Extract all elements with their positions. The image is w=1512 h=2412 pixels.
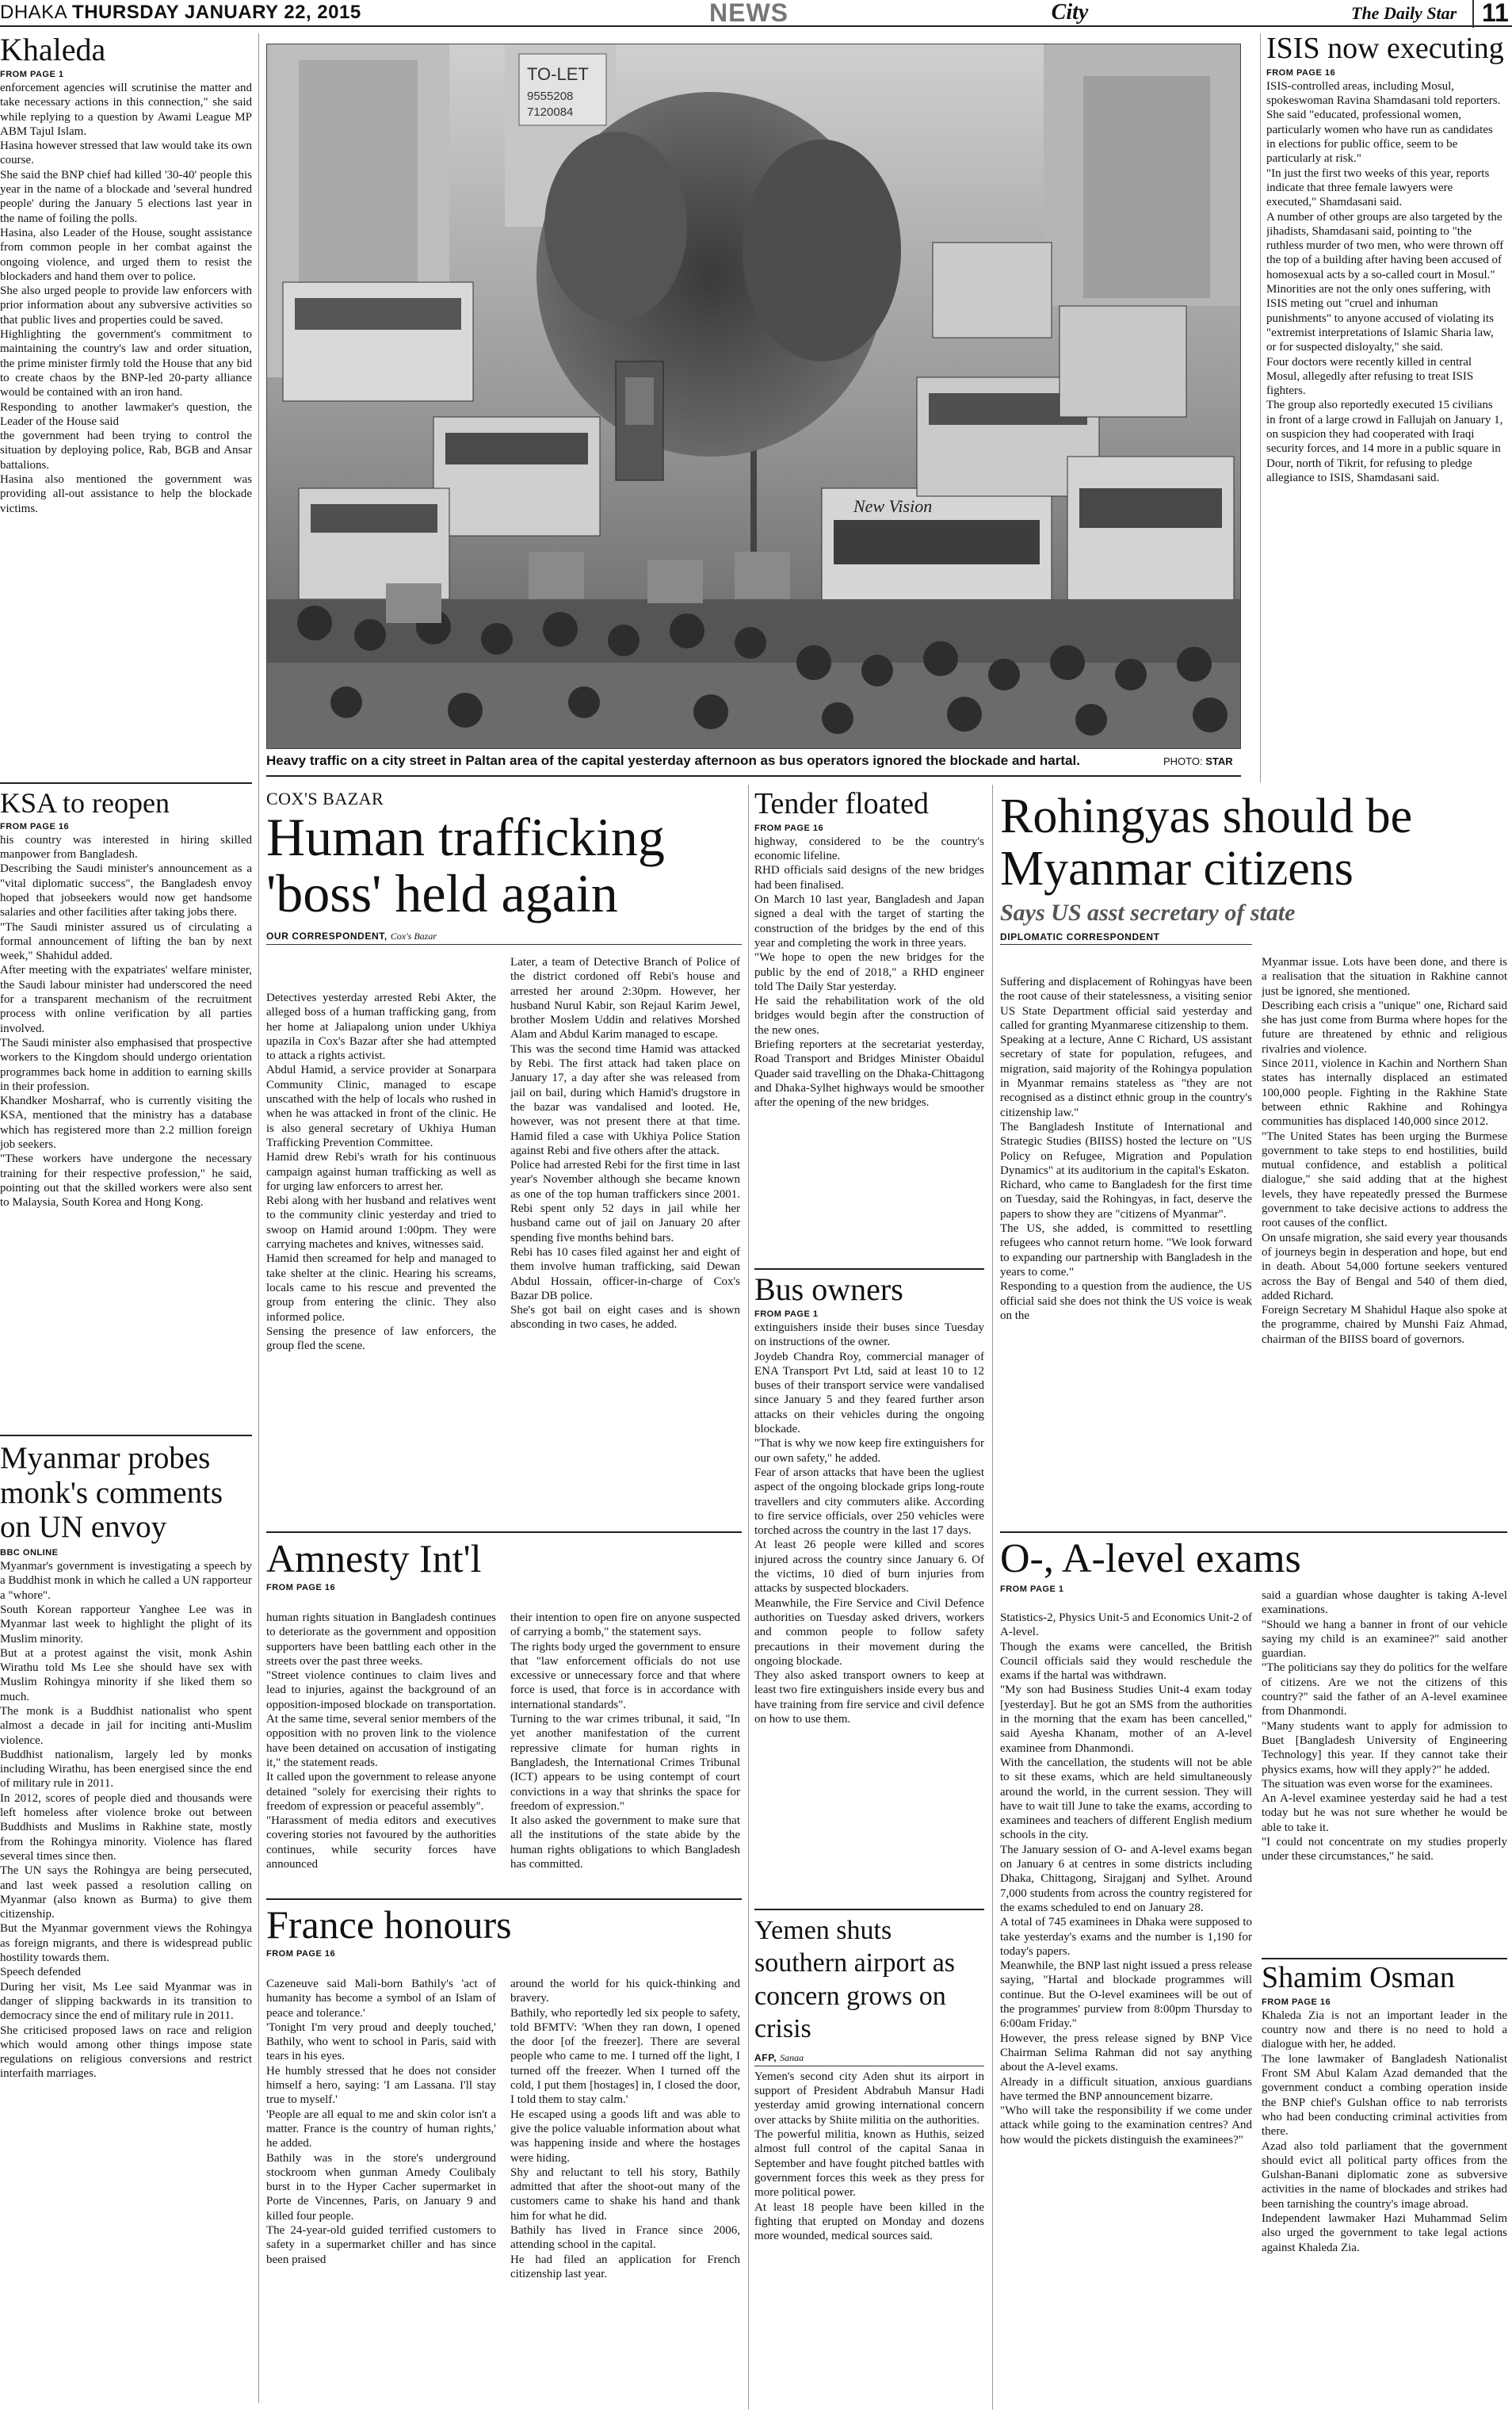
article-body: Myanmar's government is investigating a speech by a Buddhist monk in which he called a UN rapporteur a "whore". South Korean rapporteur Yanghee Lee was in Myanmar last week to highlight the plight of its Muslim minority. But at a protest against the visit, monk Ashin Wirathu told Ms Lee she should have sex with Muslim Rohingya minority if she liked them so much. The monk is a Buddhist nationalist who spent almost a decade in jail for inciting anti-Muslim violence. Buddhist nationalism, largely led by monks including Wirathu, has been energised since the end of military rule in 2011. In 2012, scores of people died and thousands were left homeless after violence broke out between Buddhists and Muslims in Rakhine state, mostly from the Rohingya minority. Violence has flared several times since then. The UN says the Rohingya are being persecuted, and last week passed a resolution calling on Myanmar (also known as Burma) to give them citizenship. But the Myanmar government views the Rohingya as foreign migrants, and there is widespread public hostility towards them. Speech defended During her visit, Ms Lee said Myanmar was in danger of slipping backwards in its transition to democracy since the end of military rule in 2011. She criticised proposed laws on race and religion which would among other things impose state regulations on religious conversions and restrict interfaith marriages.	[0, 1560, 252, 2081]
article-france	[266, 1904, 742, 1960]
headline: Khaleda	[0, 32, 106, 67]
divider	[0, 782, 252, 784]
headline: KSA to reopen	[0, 787, 170, 819]
article-khaleda	[0, 33, 252, 763]
jump-label: FROM PAGE 16	[266, 1948, 336, 1959]
jump-label: FROM PAGE 1	[754, 1309, 819, 1319]
jump-label: FROM PAGE 16	[0, 821, 70, 831]
article-body: Yemen's second city Aden shut its airport in support of President Abdrabuh Mansur Hadi yesterday amid growing international concern over attacks by Shiite militia on the authorities. The powerful militia, known as Huthis, seized almost full control of the capital Sanaa in September and have fought pitched battles with government forces this week as they press for more political power. At least 18 people have been killed in the fighting that erupted on Monday and dozens more wounded, medical sources said.	[754, 2070, 984, 2243]
dateline: DHAKA THURSDAY JANUARY 22, 2015	[0, 2, 361, 23]
jump-label: FROM PAGE 16	[1262, 1997, 1331, 2007]
photo-credit: PHOTO: STAR	[1163, 755, 1233, 767]
article-body: Cazeneuve said Mali-born Bathily's 'act of humanity has become a symbol of an Islam of peace and tolerance.' 'Tonight I'm very proud and deeply touched,' Bathily, who went to school in Paris, said with tears in his eyes. He humbly stressed that he does not consider himself a hero, saying: 'I am Lassana. I'll stay true to myself.' 'People are all equal to me and skin color isn't a matter. France is the country of human rights,' he added. Bathily was in the store's underground stockroom when gunman Amedy Coulibaly burst in to the Hyper Cacher supermarket in Porte de Vincennes, Paris, on January 9 and killed four people. The 24-year-old guided terrified customers to safety in a supermarket chiller and has since been praised	[266, 1978, 496, 2266]
article-body: Later, a team of Detective Branch of Police of the district cordoned off Rebi's house and arrested her around 2:30pm. However, her husband Nurul Kabir, son Rejaul Karim Jewel, brother Moslem Uddin and relatives Morshed Alam and Abdul Karim managed to escape. This was the second time Hamid was attacked by Rebi. The first attack had taken place on January 17, a day after she was released from jail on bail, during which Hamid's drugstore in the bazar was vandalised and looted. He, however, was not present there at that time. Hamid filed a case with Ukhiya Police Station against Rebi and five others after the attack. Police had arrested Rebi for the first time in last year's November although she became known as one of the top human traffickers since 2001. Rebi spent only 52 days in jail while her husband came out of jail on January 20 after spending five months behind bars. Rebi has 10 cases filed against her and eight of them involve human trafficking, said Dewan Abdul Hossain, officer-in-charge of Cox's Bazar DB police. She's got bail on eight cases and is shown absconding in two cases, he added.	[510, 956, 740, 1332]
article-rohingya	[1000, 791, 1507, 945]
divider	[266, 1898, 742, 1900]
divider	[1000, 1531, 1507, 1533]
article-myanmar	[0, 1441, 252, 2344]
headline: Yemen shuts southern airport as concern grows on crisis	[754, 1916, 956, 2044]
article-body: enforcement agencies will scrutinise the matter and take necessary actions in this connection," she said while replying to a question by Awami League MP ABM Tajul Islam. Hasina however stressed that law would take its own course. She said the BNP chief had killed '30-40' people this year in the name of a blockade and 'several hundred people' during the January 5 elections last year in the name of foiling the polls. Hasina, also Leader of the House, sought assistance from common people in her combat against the ongoing violence, and urged them to resist the blockaders and hand them over to police. She also urged people to provide law enforcers with prior information about any subversive activities so that public lives and properties could be saved. Highlighting the government's commitment to maintaining the country's law and order situation, the prime minister firmly told the House that any bid to create chaos by the BNP-led 20-party alliance would be contained with an iron hand. Responding to another lawmaker's question, the Leader of the House said the government had been trying to control the situation by deploying police, Rab, BGB and Ansar battalions. Hasina also mentioned the government was providing all-out assistance to help the blockade victims.	[0, 82, 252, 515]
article-body: highway, considered to be the country's economic lifeline. RHD officials said designs of the new bridges had been finalised. On March 10 last year, Bangladesh and Japan signed a deal with the target of starting the construction of the bridges by the end of this year and completing the work in three years. "We hope to open the new bridges for the public by the end of 2018," a RHD engineer told The Daily Star yesterday. He said the rehabilitation work of the old bridges would begin after the construction of the new ones. Briefing reporters at the secretariat yesterday, Road Transport and Bridges Minister Obaidul Quader said travelling on the Dhaka-Chittagong and Dhaka-Sylhet highways would be smoother after the opening of the new bridges.	[754, 835, 984, 1110]
divider	[266, 775, 1241, 777]
jump-label: FROM PAGE 16	[266, 1582, 336, 1592]
divider	[0, 1435, 252, 1436]
article-ksa	[0, 789, 252, 1424]
column-rule	[992, 785, 993, 2410]
divider	[754, 1909, 984, 1910]
article-body: Myanmar issue. Lots have been done, and there is a realisation that the situation in Rakhine cannot just be ignored, she mentioned. Describing each crisis a "unique" one, Richard said she has just come from Burma where hopes for the future are threatened by ethnic and religious rivalries and violence. Since 2011, violence in Kachin and Northern Shan states has internally displaced an estimated 100,000 people. Fighting in the Rakhine State between ethnic Rakhine and Rohingya communities has displaced 140,000 since 2012. "The United States has been urging the Burmese government to take steps to end hostilities, build mutual confidence, and establish a political dialogue," she said adding that at the highest levels, they have repeatedly pressed the Burmese government to take decisive actions to address the root causes of the conflict. On unsafe migration, she said every year thousands of journeys begin in desperation and hope, but end in death. About 54,000 fortune seekers ventured across the Bay of Bengal and 540 of them died, added Richard. Foreign Secretary M Shahidul Haque also spoke at the programme, chaired by Munshi Faiz Ahmad, chairman of the BIISS board of governors.	[1262, 956, 1507, 1346]
article-bus-owners	[754, 1273, 984, 1907]
jump-label: FROM PAGE 16	[754, 823, 824, 833]
byline: AFP, Sanaa	[754, 2052, 984, 2066]
article-body: Detectives yesterday arrested Rebi Akter, the alleged boss of a human trafficking gang, from her home at Jaliapalong union under Ukhiya upazila in Cox's Bazar after she had attempted to attack a rights activist. Abdul Hamid, a service provider at Sonarpara Community Clinic, managed to escape unscathed with the help of locals who rushed in when he was attacked in front of the clinic. He is also general secretary of Ukhiya Human Trafficking Prevention Committee. Hamid drew Rebi's wrath for his continuous campaign against human trafficking as well as for urging law enforcers to arrest her. Rebi along with her husband and relatives went to the community clinic yesterday and tried to swoop on Hamid around 1:00pm. They were carrying machetes and knives, witnesses said. Hamid then screamed for help and managed to take shelter at the clinic. Hearing his screams, locals came to his rescue and prevented the group from entering the clinic. They also informed police. Sensing the presence of law enforcers, the group fled the scene.	[266, 992, 496, 1353]
byline: OUR CORRESPONDENT, Cox's Bazar	[266, 931, 742, 945]
headline: Myanmar probes monk's comments on UN envoy	[0, 1441, 223, 1545]
article-body: said a guardian whose daughter is taking A-level examinations. "Should we hang a banner in front of our vehicle saying my child is an examinee?" said another guardian. "The politicians say they do politics for the welfare of citizens. Are we not the citizens of this country?" said the father of an A-level examinee from Dhanmondi. "Many students want to apply for admission to Buet [Bangladesh University of Engineering Technology] this year. If they cannot take their physics exams, how will they apply?" he added. The situation was even worse for the examinees. An A-level examinee yesterday said he had a test today but he was not sure whether he would be able to take it. "I could not concentrate on my studies properly under these circumstances," he said.	[1262, 1589, 1507, 1863]
traffic-photo	[266, 44, 1241, 749]
jump-label: FROM PAGE 16	[1266, 67, 1336, 78]
headline: Amnesty Int'l	[266, 1536, 482, 1581]
article-tender	[754, 789, 984, 1247]
article-isis	[1266, 33, 1504, 761]
headline-line: 'boss' held again	[266, 863, 618, 924]
byline: BBC ONLINE	[0, 1548, 59, 1558]
deck: Says US asst secretary of state	[1000, 900, 1296, 927]
headline-line: Rohingyas should be	[1000, 789, 1413, 843]
article-yemen	[754, 1914, 984, 2315]
article-shamim	[1262, 1963, 1507, 2389]
article-body: ISIS-controlled areas, including Mosul, spokeswoman Ravina Shamdasani told reporters. She said "educated, professional women, particularly women who have run as candidates in elections for public office, seem to be particularly at risk." "In just the first two weeks of this year, reports indicate that three female lawyers were executed," Shamdasani said. A number of other groups are also targeted by the jihadists, Shamdasani said, pointing to "the ruthless murder of two men, who were thrown off the top of a building after having been accused of homosexual acts by a so-called court in Mosul." Minorities are not the only ones suffering, with ISIS meting out "cruel and inhuman punishments" to anyone accused of violating its "extremist interpretations of Islamic Sharia law, or for suspected disloyalty," she said. Four doctors were recently killed in central Mosul, allegedly after refusing to treat ISIS fighters. The group also reportedly executed 15 civilians in front of a large crowd in Fallujah on January 1, on suspicion they had cooperated with Iraqi security forces, and 14 more in a public square in Dour, north of Tikrit, for refusing to pledge allegiance to ISIS, Shamdasani said.	[1266, 79, 1504, 484]
column-rule	[258, 33, 259, 2403]
divider	[754, 1268, 984, 1270]
headline: France honours	[266, 1902, 512, 1947]
divider	[1262, 1958, 1507, 1959]
article-body: Khaleda Zia is not an important leader in the country now and there is no need to hold a dialogue with her, he added. The lone lawmaker of Bangladesh Nationalist Front SM Abul Kalam Azad demanded that the government conduct a combing operation inside the BNP chief's Gulshan office to nab terrorists who had been conducting criminal activities from there. Azad also told parliament that the government should evict all political party offices from the Gulshan-Banani diplomatic zone as subversive activities in the name of blockades and strikes had been tarnishing the country's image abroad. Independent lawmaker Hazi Muhammad Selim also urged the government to take legal actions against Khaleda Zia.	[1262, 2009, 1507, 2254]
photo-bus-text: New Vision	[853, 496, 933, 516]
article-exams	[1000, 1538, 1507, 1596]
article-body: around the world for his quick-thinking and bravery. Bathily, who reportedly led six people to safety, told BFMTV: 'When they ran down, I opened the door [of the freezer]. There are several people who came to me. I turned off the light, I turned off the freezer. When I turned off the cold, I put them [hostages] in, I closed the door, I told them to stay calm.' He escaped using a goods lift and was able to give the police valuable information about what was happening inside and where the hostages were hiding. Shy and reluctant to tell his story, Bathily admitted that after the shoot-out many of the customers came to shake his hand and thank him for what he did. Bathily has lived in France since 2006, attending school in the capital. He had filed an application for French citizenship last year.	[510, 1978, 740, 2280]
article-body: his country was interested in hiring skilled manpower from Bangladesh. Describing the Saudi minister's announcement as a "vital diplomatic success", the Bangladesh envoy hoped that jobseekers would now get handsome salaries and other facilities after taking jobs there. "The Saudi minister assured us of circulating a formal announcement of lifting the ban by next week," Shahidul added. After meeting with the expatriates' welfare minister, the Saudi labour minister had underscored the need for a transparent mechanism of the recruitment process with online verification by all parties involved. The Saudi minister also emphasised that prospective workers to the Kingdom should undergo orientation programmes back home in addition to earning skills in their profession. Khandker Mosharraf, who is currently visiting the KSA, mentioned that the ministry has a database which has registered more than 2.2 million foreign job seekers. "These workers have undergone the necessary training for their respective profession," he said, pointing out that the skilled workers were also sent to Malaysia, South Korea and Hong Kong.	[0, 833, 252, 1210]
column-rule	[748, 785, 749, 2410]
divider	[266, 1531, 742, 1533]
headline: O-, A-level exams	[1000, 1536, 1301, 1581]
article-body: extinguishers inside their buses since Tuesday on instructions of the owner. Joydeb Chandra Roy, commercial manager of ENA Transport Pvt Ltd, said at least 10 to 12 buses of their transport service were vandalised since January 5 and they feared further arson attacks on their vehicles during the ongoing blockade. "That is why we now keep fire extinguishers for our own safety," he added. Fear of arson attacks that have been the ugliest aspect of the ongoing blockade grips long-route travellers and city commuters alike. According to fire service officials, over 250 vehicles were torched across the country in the last 17 days. At least 26 people were killed and scores injured across the country since January 6. Of the victims, 10 died of burn injuries from attacks by suspected blockaders. Meanwhile, the Fire Service and Civil Defence authorities on Tuesday asked drivers, workers and common people to follow safety precautions in their movement during the ongoing blockade. They also asked transport owners to keep at least two fire extinguishers inside every bus and have training from fire service and civil defence on how to use them.	[754, 1321, 984, 1726]
article-body: their intention to open fire on anyone suspected of carrying a bomb," the statement says. The rights body urged the government to ensure that "law enforcement officials do not use excessive or unnecessary force and that where force is used, that force is in accordance with international standards". Turning to the war crimes tribunal, it said, "In yet another manifestation of the current repressive climate for human rights in Bangladesh, the International Crimes Tribunal (ICT) appears to be using contempt of court convictions in a way that shrinks the space for freedom of expression." It also asked the government to make sure that all the institutions of the state abide by the human rights obligations to which Bangladesh has committed.	[510, 1611, 740, 1871]
photo-sign-text: TO-LET	[527, 64, 589, 84]
section-label: NEWS	[709, 0, 788, 27]
headline	[266, 809, 742, 923]
headline-line: Human trafficking	[266, 807, 665, 867]
article-body: human rights situation in Bangladesh continues to deteriorate as the government and opposition supporters have been battling each other in the streets over the past three weeks. "Street violence continues to claim lives and lead to injuries, against the background of an opposition-imposed blockade on transportation. At the same time, several senior members of the opposition with no proven link to the violence have been detained on accusation of instigating it," the statement reads. It called upon the government to release anyone detained "solely for exercising their rights to freedom of expression or peaceful assembly". "Harassment of media editors and executives covering stories not favoured by the authorities continues, while security forces have announced	[266, 1611, 496, 1871]
paper-logo: The Daily Star	[1351, 3, 1457, 23]
headline: Tender floated	[754, 787, 929, 820]
article-body: Statistics-2, Physics Unit-5 and Economics Unit-2 of A-level. Though the exams were cancelled, the British Council officials said they would reschedule the exams if the hartal was withdrawn. "My son had Business Studies Unit-4 exam today [yesterday]. But he got an SMS from the authorities in the morning that the exam has been cancelled," said Ayesha Khanam, mother of an A-level examinee from Dhanmondi. With the cancellation, the students will not be able to sit these exams, which are held simultaneously around the world, in the current session. They will have to wait till June to take the exams, according to examinees and teachers of different English medium schools in the city. The January session of O- and A-level exams began on January 6 at centres in some districts including Dhaka, Chittagong, Sirajganj and Sylhet. Around 7,000 students from across the country registered for the exams scheduled to end on January 28. A total of 745 examinees in Dhaka were supposed to take yesterday's exams and the number is 1,190 for today's papers. Meanwhile, the BNP last night issued a press release saying, "Hartal and blockade programmes will continue. But the O-level examinees will be out of the programmes' purview from 8:00pm Thursday to 6:00am Friday." However, the press release signed by BNP Vice Chairman Selima Rahman did not say anything about the A-level exams. Already in a difficult situation, anxious guardians have termed the BNP announcement bizarre. "Who will take the responsibility if we come under attack while going to the examination centres? And how would the pickets distinguish the examinees?"	[1000, 1611, 1252, 2146]
column-rule	[1260, 33, 1261, 782]
headline: ISIS now executing	[1266, 32, 1504, 65]
section-tab: City	[1051, 0, 1089, 25]
article-amnesty	[266, 1538, 742, 1594]
article-body: Suffering and displacement of Rohingyas have been the root cause of their statelessness, a visiting senior US State Department official said yesterday and called for granting Myanmarese citizenship to them. Speaking at a lecture, Anne C Richard, US assistant secretary of state for population, refugees, and migration, said majority of the Rohingya population in Myanmar remains stateless as "they are not recognised as a distinct ethnic group in the country's citizenship law." The Bangladesh Institute of International and Strategic Studies (BIISS) hosted the lecture on "US Policy on Refugee, Migration and Population Dynamics" at its auditorium in the capital's Eskaton. Richard, who came to Bangladesh for the first time on Tuesday, said the Rohingyas, in fact, deserve the papers to show they are "citizens of Myanmar". The US, she added, is committed to resettling refugees who cannot return home. "We look forward to expanding our partnership with Bangladesh in the years to come." Responding to a question from the audience, the US official said she does not think the US voice is weak on the	[1000, 976, 1252, 1322]
photo-sign-text: 9555208	[527, 90, 574, 103]
jump-label: FROM PAGE 1	[1000, 1584, 1064, 1594]
headline	[1000, 791, 1507, 895]
headline: Bus owners	[754, 1271, 903, 1307]
article-trafficking	[266, 789, 742, 945]
kicker: COX'S BAZAR	[266, 789, 384, 808]
traffic-photo-image	[267, 44, 1241, 749]
byline: DIPLOMATIC CORRESPONDENT	[1000, 931, 1252, 945]
page-number: 11	[1472, 0, 1509, 28]
headline-line: Myanmar citizens	[1000, 841, 1354, 896]
photo-caption: Heavy traffic on a city street in Paltan area of the capital yesterday afternoon as bus operators ignored the blockade and hartal.	[266, 753, 1080, 768]
jump-label: FROM PAGE 1	[0, 70, 64, 79]
headline: Shamim Osman	[1262, 1961, 1455, 1994]
photo-sign-text: 7120084	[527, 105, 574, 119]
